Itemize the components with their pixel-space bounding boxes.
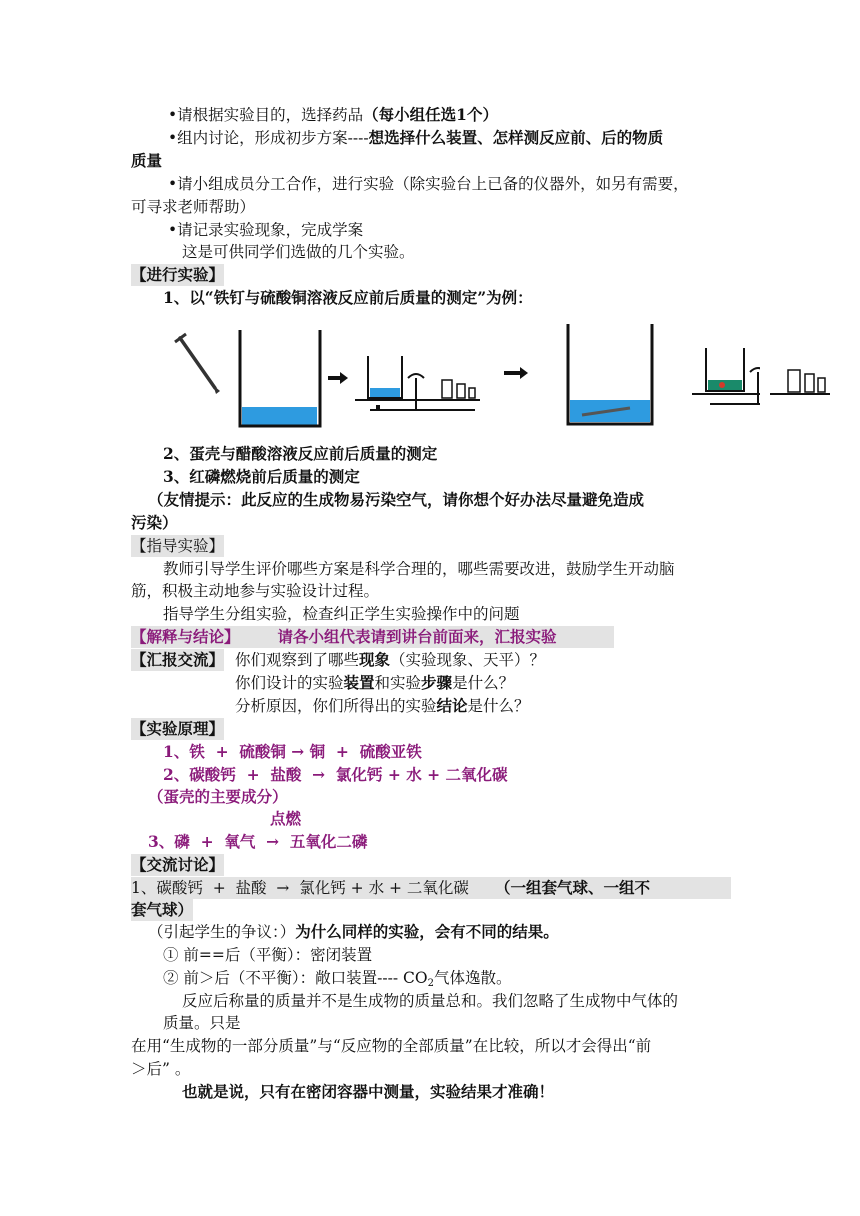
report-question-3: 分析原因，你们所得出的实验结论是什么？ (235, 696, 530, 715)
guide-paragraph-1-cont: 筋，积极主动地参与实验设计过程。 (131, 582, 380, 600)
reaction-2: 2、碳酸钙 + 盐酸 → 氯化钙 + 水 + 二氧化碳 (163, 765, 508, 784)
discussion-heading: 【交流讨论】 (131, 855, 225, 874)
arrow-right-icon (328, 372, 348, 384)
report-question-2: 你们设计的实验装置和实验步骤是什么？ (235, 673, 515, 692)
report-heading: 【汇报交流】 (131, 650, 225, 669)
discussion-paragraph-1-cont: 质量。只是 (163, 1014, 241, 1032)
experiment-item-2: 2、蛋壳与醋酸溶液反应前后质量的测定 (163, 444, 438, 463)
discussion-case-1: ① 前==后（平衡）：密闭装置 (163, 946, 373, 964)
experiment-item-3: 3、红磷燃烧前后质量的测定 (163, 467, 360, 486)
weights-icon (770, 360, 860, 400)
guide-paragraph-2: 指导学生分组实验，检查纠正学生实验操作中的问题 (163, 605, 520, 623)
balance-scale-icon (692, 348, 760, 404)
intro-line-2-cont: 质量 (131, 151, 163, 170)
principle-heading: 【实验原理】 (131, 719, 225, 738)
intro-line-3-cont: 可寻求老师帮助） (131, 198, 256, 216)
discussion-equation-cont: 套气球） (131, 900, 194, 919)
discussion-equation: 1、碳酸钙 + 盐酸 → 氯化钙 + 水 + 二氧化碳 （一组套气球、一组不 (131, 877, 731, 899)
reaction-1: 1、铁 + 硫酸铜 → 铜 + 硫酸亚铁 (163, 742, 422, 761)
experiment-tip-cont: 污染） (131, 513, 178, 532)
intro-line-4: •请记录实验现象，完成学案 (168, 221, 364, 239)
balance-scale-icon (355, 356, 480, 411)
arrow-right-icon (504, 367, 528, 379)
reaction-3-condition: 点燃 (270, 809, 302, 828)
beaker-icon (568, 324, 652, 424)
experiment-illustration (170, 318, 760, 434)
reaction-3: 3、磷 + 氧气 → 五氧化二磷 (148, 832, 368, 851)
experiment-item-1: 1、以“铁钉与硫酸铜溶液反应前后质量的测定”为例： (163, 288, 533, 307)
intro-line-3: •请小组成员分工合作，进行实验（除实验台上已备的仪器外，如另有需要， (168, 175, 689, 193)
intro-line-2: •组内讨论，形成初步方案----想选择什么装置、怎样测反应前、后的物质 (168, 128, 664, 147)
reaction-2-note: （蛋壳的主要成分） (148, 787, 288, 806)
intro-line-5: 这是可供同学们选做的几个实验。 (182, 243, 415, 261)
discussion-question: （引起学生的争议：）为什么同样的实验，会有不同的结果。 (148, 922, 559, 941)
explain-line: 【解释与结论】 请各小组代表请到讲台前面来，汇报实验 (131, 626, 614, 648)
beaker-icon (240, 330, 320, 426)
iron-nail-icon (175, 334, 220, 394)
experiment-tip: （友情提示：此反应的生成物易污染空气，请你想个好办法尽量避免造成 (148, 490, 645, 509)
discussion-paragraph-2: 在用“生成物的一部分质量”与“反应物的全部质量”在比较，所以才会得出“前 (131, 1037, 652, 1055)
discussion-paragraph-1: 反应后称量的质量并不是生成物的质量总和。我们忽略了生成物中气体的 (182, 992, 679, 1010)
intro-line-1: •请根据实验目的，选择药品（每小组任选1个） (168, 105, 498, 124)
discussion-case-2: ② 前＞后（不平衡）：敞口装置---- $CO_2$气体逸散。 (163, 969, 512, 989)
discussion-conclusion: 也就是说，只有在密闭容器中测量，实验结果才准确！ (182, 1082, 555, 1101)
guide-heading: 【指导实验】 (131, 537, 225, 555)
discussion-paragraph-2-cont: ＞后” 。 (131, 1060, 191, 1078)
experiment-heading: 【进行实验】 (131, 265, 225, 284)
guide-paragraph-1: 教师引导学生评价哪些方案是科学合理的，哪些需要改进，鼓励学生开动脑 (163, 560, 675, 578)
report-question-1: 你们观察到了哪些现象（实验现象、天平）？ (235, 650, 546, 669)
